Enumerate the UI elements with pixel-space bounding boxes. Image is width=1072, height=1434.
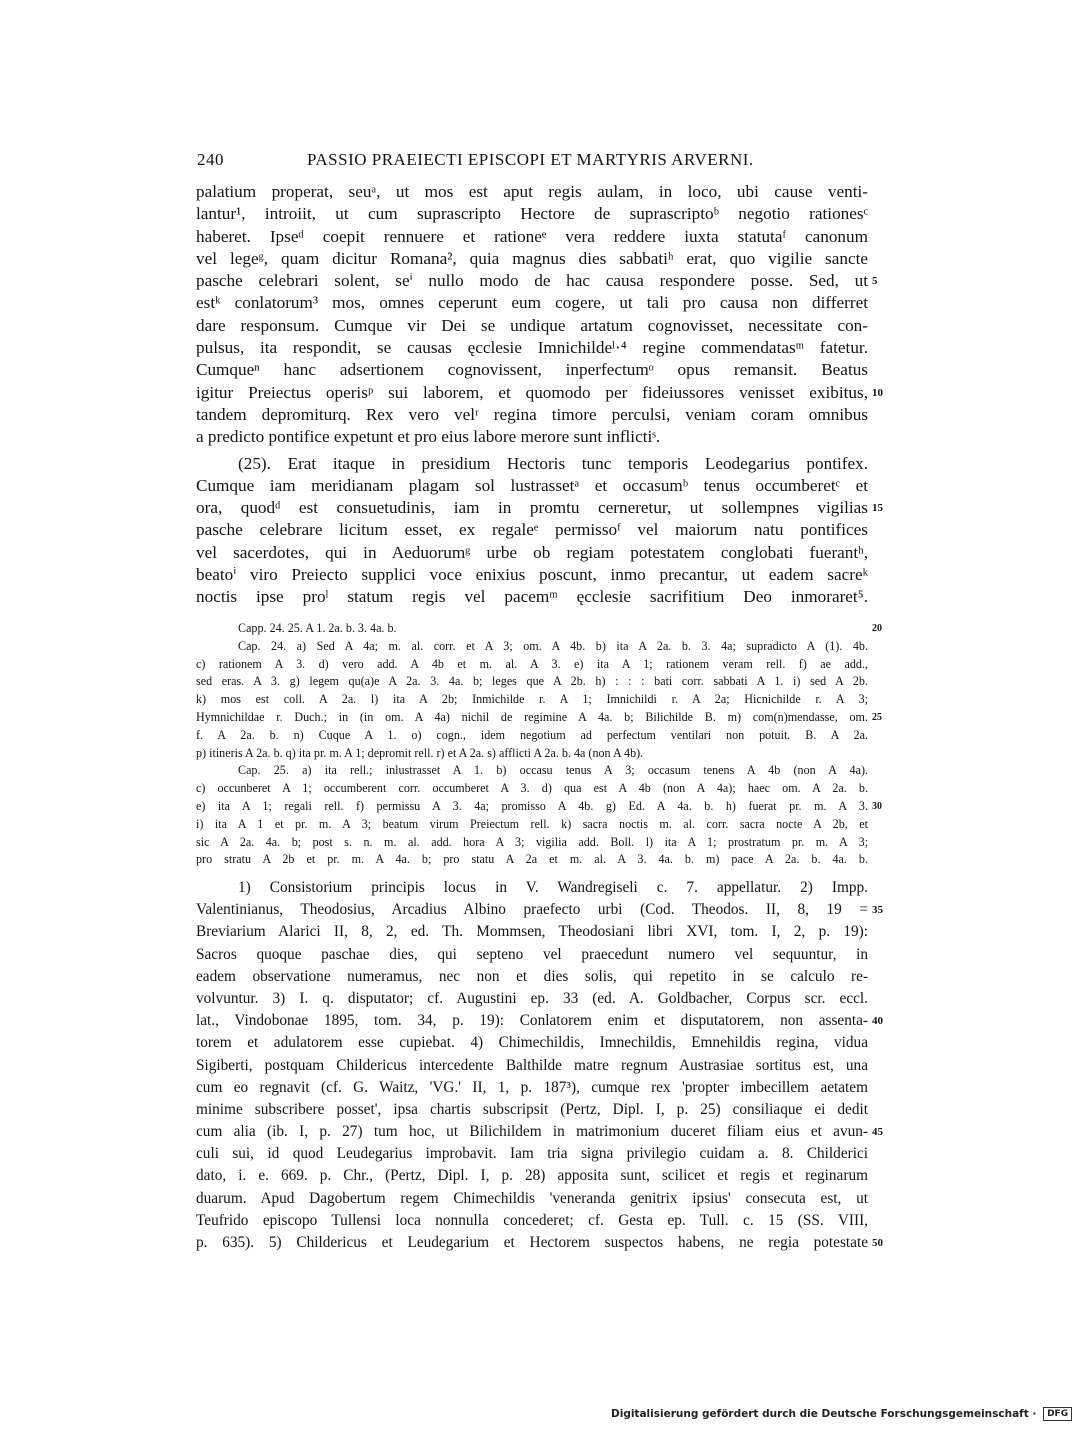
apparatus-line xyxy=(196,709,882,727)
main-text-line-text: noctis ipse proˡ statum regis vel pacemᵐ ęcclesie sacrifitium Deo inmoraret⁵. xyxy=(196,587,868,607)
main-text-line-text: Cumque iam meridianam plagam sol lustrassetᵃ et occasumᵇ tenus occumberetᶜ et xyxy=(196,475,868,495)
main-text-line-text: estᵏ conlatorum³ mos, omnes ceperunt eum cogere, ut tali pro causa non differret xyxy=(196,293,868,313)
footnote-line xyxy=(196,1032,868,1054)
footnote-line-text: cum eo regnavit (cf. G. Waitz, 'VG.' II, 1, p. 187³), cumque rex 'propter imbecillem aetatem xyxy=(196,1078,868,1096)
footnote-line xyxy=(196,877,868,899)
apparatus-line-text: c) occunberet A 1; occumberent corr. occumberet A 3. d) qua est A 4b (non A 4a); haec om. A 2a. b. xyxy=(196,781,868,796)
footnote-line-text: volvuntur. 3) I. q. disputator; cf. Augustini ep. 33 (ed. A. Goldbacher, Corpus scr. eccl. xyxy=(196,989,868,1007)
apparatus-line-text: e) ita A 1; regali rell. f) permissu A 3. 4a; promisso A 4b. g) Ed. A 4a. b. h) fuerat pr. m. A 3. xyxy=(196,798,868,813)
main-text-line xyxy=(196,426,868,448)
main-text-line xyxy=(196,453,868,475)
line-number: 35 xyxy=(872,904,883,917)
main-text-line-text: vel sacerdotes, qui in Aeduorumᵍ urbe ob regiam potestatem conglobati fuerantʰ, xyxy=(196,542,868,562)
main-text-line-text: pasche celebrare licitum esset, ex regaleᵉ permissoᶠ vel maiorum natu pontifices xyxy=(196,520,868,540)
apparatus-line xyxy=(196,851,868,869)
footnote-line xyxy=(196,1143,868,1165)
footnote-line xyxy=(196,1055,868,1077)
main-text-line xyxy=(196,497,883,519)
critical-apparatus xyxy=(196,620,882,869)
main-text-line xyxy=(196,315,868,337)
main-text-line xyxy=(196,270,878,292)
apparatus-line-text: f. A 2a. b. n) Cuque A 1. o) cogn., idem negotium ad perfectum ventilari non potuit. B. A 2a. xyxy=(196,727,868,742)
main-text-line-text: ora, quodᵈ est consuetudinis, iam in promtu cerneretur, ut sollempnes vigilias xyxy=(196,498,868,518)
main-text-line-text: lantur¹, introiit, ut cum suprascripto Hectore de suprascriptoᵇ negotio rationesᶜ xyxy=(196,204,868,224)
main-text-line xyxy=(196,248,868,270)
main-text-line-text: (25). Erat itaque in presidium Hectoris tunc temporis Leodegarius pontifex. xyxy=(238,453,868,473)
footnote-line xyxy=(196,899,883,921)
footnote-line-text: cum alia (ib. I, p. 27) tum hoc, ut Bilichildem in matrimonium duceret filiam eius et avun- xyxy=(196,1123,868,1141)
digitization-footer xyxy=(611,1407,1072,1421)
main-text-line xyxy=(196,586,868,608)
main-text-line-text: tandem depromiturq. Rex vero velʳ regina timore perculsi, veniam coram omnibus xyxy=(196,404,868,424)
footnote-line-text: duarum. Apud Dagobertum regem Chimechildis 'veneranda genitrix ipsius' consecuta est, ut xyxy=(196,1189,868,1207)
footnote-line-text: culi sui, id quod Leudegarius improbavit. Iam tria signa privilegio cuidam a. 8. Childerici xyxy=(196,1145,868,1163)
apparatus-line-text: Cap. 25. a) ita rell.; inlustrasset A 1. b) occasu tenus A 3; occasum tenens A 4b (non A 4a). xyxy=(238,763,868,778)
main-text-line xyxy=(196,359,868,381)
apparatus-line-text: sed eras. A 3. g) legem qu(a)e A 2a. 3. 4a. b; leges que A 2b. h) : : : bati corr. sabbati A 1. i) sed A 2b. xyxy=(196,674,868,689)
line-number: 50 xyxy=(872,1237,883,1249)
apparatus-line xyxy=(196,834,868,852)
footnote-line-text: minime subscribere posset', ipsa chartis subscripsit (Pertz, Dipl. I, p. 25) consiliaque ei dedit xyxy=(196,1100,868,1118)
apparatus-line xyxy=(196,691,868,709)
apparatus-line-text: Hymnichildae r. Duch.; in (in om. A 4a) nichil de regimine A 4a. b; Bilichilde B. m) com(n)mendasse, om. xyxy=(196,709,868,724)
footnote-line xyxy=(196,988,868,1010)
main-text-line xyxy=(196,292,868,314)
main-text-line-text: igitur Preiectus operisᵖ sui laborem, et quomodo per fideiussores venisset exibitus, xyxy=(196,382,868,402)
apparatus-line-text: k) mos est coll. A 2a. l) ita A 2b; Inmichilde r. A 1; Imnichildi r. A 2a; Hicnichilde r. A 3; xyxy=(196,692,868,707)
apparatus-line-text: Capp. 24. 25. A 1. 2a. b. 3. 4a. b. xyxy=(238,621,397,635)
footnote-line xyxy=(196,1099,868,1121)
main-text-line-text: beatoⁱ viro Preiecto supplici voce enixius poscunt, inmo precantur, ut eadem sacreᵏ xyxy=(196,565,868,585)
main-text-line xyxy=(196,382,883,404)
apparatus-line-text: sic A 2a. 4a. b; post s. n. m. al. add. hora A 3; vigilia add. Boll. l) ita A 1; prostratum pr. m. A 3; xyxy=(196,834,868,849)
footnote-line xyxy=(196,944,868,966)
line-number: 40 xyxy=(872,1015,883,1028)
main-text-line-text: vel legeᵍ, quam dicitur Romana², quia magnus dies sabbatiʰ erat, quo vigilie sancte xyxy=(196,248,868,268)
main-text-line xyxy=(196,181,868,203)
main-text-line xyxy=(196,519,868,541)
footnote-line-text: dato, i. e. 669. p. Chr., (Pertz, Dipl. I, p. 28) apposita sunt, scilicet et regis et reginarum xyxy=(196,1167,868,1185)
apparatus-line-text: c) rationem A 3. d) vero add. A 4b et m. al. A 3. e) ita A 1; rationem veram rell. f) ae add., xyxy=(196,656,868,671)
footnote-line-text: p. 635). 5) Childericus et Leudegarium et Hectorem suspectos habens, ne regia potestate xyxy=(196,1234,868,1251)
main-text-line xyxy=(196,203,868,225)
apparatus-line xyxy=(196,727,868,745)
footnote-line-text: Breviarium Alarici II, 8, 2, ed. Th. Mommsen, Theodosiani libri XVI, tom. I, 2, p. 19): xyxy=(196,923,868,941)
footnote-line-text: Sigiberti, postquam Childericus intercedente Balthilde matre regnum Austrasiae sortitus est, una xyxy=(196,1056,868,1074)
footnote-line xyxy=(196,1077,868,1099)
footnote-line-text: 1) Consistorium principis locus in V. Wandregiseli c. 7. appellatur. 2) Impp. xyxy=(238,879,868,896)
main-text-line-text: palatium properat, seuᵃ, ut mos est aput regis aulam, in loco, ubi cause venti- xyxy=(196,182,868,201)
footnote-line xyxy=(196,1188,868,1210)
main-text-line-text: haberet. Ipseᵈ coepit rennuere et rationeᵉ vera reddere iuxta statutaᶠ canonum xyxy=(196,226,868,246)
main-text-line-text: a predicto pontifice expetunt et pro eius labore merore sunt inflictiˢ. xyxy=(196,427,661,447)
footnote-line xyxy=(196,1165,868,1187)
apparatus-line xyxy=(196,780,868,798)
apparatus-line xyxy=(196,620,882,638)
line-number: 15 xyxy=(872,502,883,515)
footnote-line xyxy=(196,1232,883,1254)
line-number: 10 xyxy=(872,386,883,399)
footnote-line-text: Teufrido episcopo Tullensi loca nonnulla concederet; cf. Gesta ep. Tull. c. 15 (SS. VIII, xyxy=(196,1211,868,1229)
footnote-line xyxy=(196,1010,883,1032)
main-text-line-text: pasche celebrari solent, seⁱ nullo modo de hac causa respondere posse. Sed, ut xyxy=(196,271,868,291)
footnotes xyxy=(196,877,883,1254)
apparatus-line xyxy=(196,656,868,674)
footer-text: Digitalisierung gefördert durch die Deutsche Forschungsgemeinschaft · xyxy=(611,1408,1037,1420)
footnote-line-text: lat., Vindobonae 1895, tom. 34, p. 19): Conlatorem enim et disputatorem, non assenta- xyxy=(196,1012,868,1030)
apparatus-line xyxy=(196,638,868,656)
footnote-line-text: eadem observatione numeramus, nec non et dies solis, qui repetito in se calculo re- xyxy=(196,967,868,985)
main-text-line xyxy=(196,404,868,426)
apparatus-line xyxy=(196,762,868,780)
main-text xyxy=(196,181,883,609)
footnote-line-text: Valentinianus, Theodosius, Arcadius Albino praefecto urbi (Cod. Theodos. II, 8, 19 = xyxy=(196,901,868,919)
page-number: 240 xyxy=(197,150,224,169)
line-number: 5 xyxy=(872,275,878,288)
main-text-line-text: Cumqueⁿ hanc adsertionem cognovissent, inperfectumᵒ opus remansit. Beatus xyxy=(196,360,868,380)
line-number: 20 xyxy=(872,623,882,634)
running-title: PASSIO PRAEIECTI EPISCOPI ET MARTYRIS ARVERNI. xyxy=(307,150,754,169)
apparatus-line-text: i) ita A 1 et pr. m. A 3; beatum virum Preiectum rell. k) sacra noctis m. al. corr. sacra nocte A 2b, et xyxy=(196,816,868,831)
line-number: 30 xyxy=(872,800,882,812)
apparatus-line-text: Cap. 24. a) Sed A 4a; m. al. corr. et A 3; om. A 4b. b) ita A 2a. b. 3. 4a; supradicto A (1). 4b. xyxy=(238,638,868,653)
line-number: 45 xyxy=(872,1126,883,1139)
footnote-line xyxy=(196,1210,868,1232)
main-text-line xyxy=(196,475,868,497)
main-text-line xyxy=(196,226,868,248)
main-text-line-text: dare responsum. Cumque vir Dei se undique artatum cognovisset, necessitate con- xyxy=(196,315,868,335)
apparatus-line xyxy=(196,798,882,816)
footnote-line-text: torem et adulatorem esse cupiebat. 4) Chimechildis, Imnechildis, Emnehildis regina, vidua xyxy=(196,1034,868,1052)
apparatus-line xyxy=(196,673,868,691)
footnote-line-text: Sacros quoque paschae dies, qui septeno vel praecedunt numero vel sequuntur, in xyxy=(196,945,868,963)
footnote-line xyxy=(196,966,868,988)
apparatus-line xyxy=(196,816,868,834)
line-number: 25 xyxy=(872,711,882,723)
footnote-line xyxy=(196,921,868,943)
main-text-line-text: pulsus, ita respondit, se causas ęcclesie Imnichildeˡ·⁴ regine commendatasᵐ fatetur. xyxy=(196,338,868,358)
page-header xyxy=(197,150,865,174)
footnote-line xyxy=(196,1121,883,1143)
main-text-line xyxy=(196,337,868,359)
dfg-logo: DFG xyxy=(1043,1407,1072,1421)
main-text-line xyxy=(196,564,868,586)
apparatus-line-text: pro stratu A 2b et pr. m. A 4a. b; pro statu A 2a et m. al. A 3. 4a. b. m) pace A 2a. b. 4a. b. xyxy=(196,852,868,867)
apparatus-line-text: p) itineris A 2a. b. q) ita pr. m. A 1; depromit rell. r) et A 2a. s) afflicti A 2a. b. 4a (non A 4b). xyxy=(196,745,644,760)
main-text-line xyxy=(196,542,868,564)
apparatus-line xyxy=(196,745,868,763)
